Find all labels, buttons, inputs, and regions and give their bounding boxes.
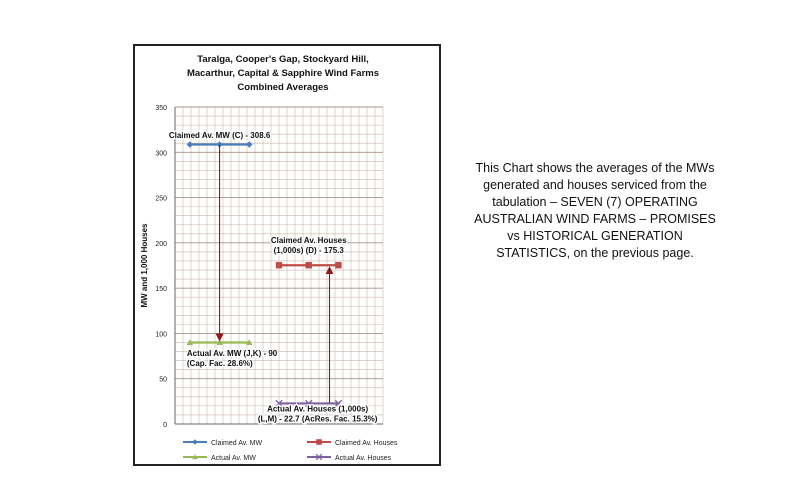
description-text: This Chart shows the averages of the MWs generated and houses serviced from the tabulation – SEVEN (7) OPERATING AUSTRALIAN WIND FARMS – PROMISES vs HISTORICAL GENERATION STATISTICS, on the previous page. <box>474 161 716 260</box>
y-tick-label: 100 <box>155 331 167 339</box>
y-tick-label: 0 <box>163 422 167 429</box>
annotation-3: (L,M) - 22.7 (AcRes. Fac. 15.3%) <box>257 414 378 424</box>
legend-marker-1 <box>316 439 322 445</box>
annotation-0: Claimed Av. MW (C) - 308.6 <box>168 130 271 140</box>
y-tick-label: 250 <box>155 195 167 203</box>
chart-frame <box>133 44 441 466</box>
annotation-3: Actual Av. Houses (1,000s) <box>267 404 369 414</box>
y-tick-label: 350 <box>155 105 167 112</box>
annotation-2: Actual Av. MW (J,K) - 90 <box>186 349 278 359</box>
annotation-2: (Cap. Fac. 28.6%) <box>186 359 253 369</box>
legend-label-1: Claimed Av. Houses <box>335 440 398 447</box>
y-tick-label: 200 <box>155 240 167 248</box>
chart-title-line: Combined Averages <box>237 82 329 93</box>
annotation-1: (1,000s) (D) - 175.3 <box>273 245 344 255</box>
y-tick-label: 50 <box>159 376 167 384</box>
chart <box>135 46 439 464</box>
data-point-1 <box>276 262 282 268</box>
data-point-0 <box>187 141 193 147</box>
legend-label-0: Claimed Av. MW <box>211 440 263 447</box>
chart-title-line: Taralga, Cooper's Gap, Stockyard Hill, <box>197 54 369 65</box>
y-axis-label: MW and 1,000 Houses <box>140 223 149 308</box>
legend-marker-0 <box>192 439 198 445</box>
y-tick-label: 300 <box>155 150 167 158</box>
data-point-1 <box>335 262 341 268</box>
data-point-1 <box>306 262 312 268</box>
legend-label-3: Actual Av. Houses <box>335 455 392 462</box>
y-tick-label: 150 <box>155 286 167 294</box>
annotation-1: Claimed Av. Houses <box>270 235 347 245</box>
chart-title-line: Macarthur, Capital & Sapphire Wind Farms <box>186 68 380 79</box>
legend-label-2: Actual Av. MW <box>211 455 256 462</box>
